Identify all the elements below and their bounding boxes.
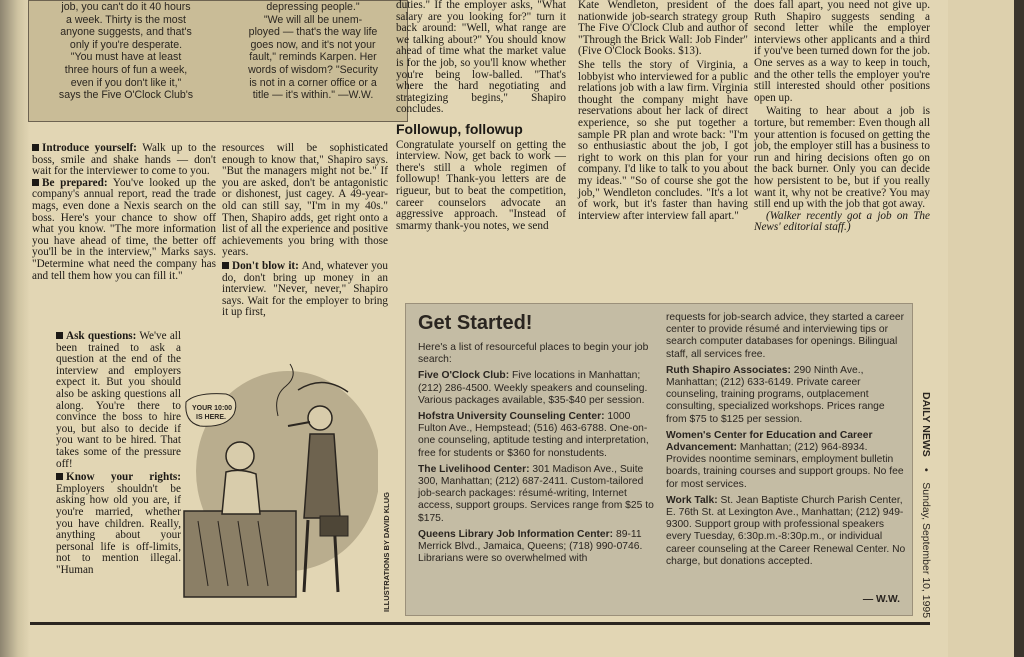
box-left-column — [418, 342, 658, 569]
resource-details: St. Jean Baptiste Church Parish Center, E. 76th St. at Lexington Ave., Manhattan; (212) 949-9300. Support group with professional speakers every Tuesday, 6:30p.m.-8:30p.m., or individual career counseling at the Career Renewal Center. No charge, but donations accepted. — [666, 494, 906, 567]
illustration-credit: ILLUSTRATIONS BY DAVID KLUG — [382, 492, 391, 612]
applicant-head — [308, 406, 332, 430]
resource-name: Queens Library Job Information Center: — [418, 528, 614, 540]
box-signoff: — W.W. — [862, 594, 900, 605]
resource-entry — [666, 495, 906, 568]
page-fold-shadow — [0, 0, 30, 657]
bullet-square-icon — [32, 179, 39, 186]
sidebar-line: a week. Thirty is the most — [66, 13, 186, 26]
tip-heading: Know your rights: — [66, 471, 181, 484]
folio-date: Sunday, September 10, 1995 — [920, 482, 932, 619]
page-margin-strip — [948, 0, 1024, 657]
folio-paper-name: DAILY NEWS — [920, 392, 932, 457]
page-edge — [1014, 0, 1024, 657]
footer-rule — [30, 622, 930, 625]
article-paragraph: duties." If the employer asks, "What salary are you looking for?" turn it back around: "Well, what range are we talking about?" You should know ahead of time what the market value is for the job, so you'll know whether you're being low-balled. "That's where the hard negotiating and strategizing begins," Shapiro concludes. — [396, 0, 566, 116]
resource-name: Hofstra University Counseling Center: — [418, 411, 605, 423]
article-column-5 — [754, 0, 930, 234]
resource-details: 89-11 Merrick Blvd., Jamaica, Queens; (718) 990-0746. Librarians were so overwhelmed with — [418, 528, 643, 565]
resource-details: Five locations in Manhattan; (212) 286-4500. Weekly speakers and counseling. Various packages available, $35-$40 per session. — [418, 370, 648, 406]
tip-heading: Ask questions: — [66, 330, 137, 342]
article-paragraph: Congratulate yourself on getting the interview. Now, get back to work — there's still a whole regimen of followup! Thank-you letters are de rigueur, but to beat the competition, career counselors advocate an aggressive approach. "Instead of smarmy thank-you notes, we send — [396, 138, 566, 232]
receptionist-head — [226, 442, 254, 470]
tip-heading: Don't blow it: — [232, 259, 299, 272]
sidebar-line: ployed — that's the way life — [248, 26, 378, 39]
article-paragraph: resources will be sophisticated enough to know that," Shapiro says. "But the managers might not be." If you are asked, don't be antagonistic or dishonest, just cagey. A 49-year-old can still say, "I'm in my 40s." Then, Shapiro adds, get right onto a list of all the experience and positive achievements you bring with those years. — [222, 142, 388, 259]
tip-text: We've all been trained to ask a question at the end of the interview and employers expect it. But you should also be asking questions all along. You're there to convince the boss to hire you, but also to decide if you want to be hired. That takes some of the pressure off! — [56, 330, 181, 470]
bullet-square-icon — [222, 262, 229, 269]
sidebar-line: goes now, and it's not your — [250, 38, 376, 51]
briefcase — [320, 516, 348, 536]
tip-text: Walk up to the boss, smile and shake hands — don't wait for the interviewer to come to you. — [32, 142, 216, 178]
reception-desk — [184, 511, 296, 597]
resource-entry — [418, 464, 658, 525]
resource-details: 1000 Fulton Ave., Hempstead; (516) 463-6788. One-on-one counseling, aptitude testing and interpretation, free for students or $360 for nonstudents. — [418, 411, 649, 459]
article-column-1-lower — [56, 331, 181, 576]
receptionist-body — [222, 470, 260, 514]
box-intro: Here's a list of resourceful places to begin your job search: — [418, 342, 649, 366]
resource-entry — [418, 529, 658, 566]
article-column-1 — [32, 143, 216, 282]
resource-details: 290 Ninth Ave., Manhattan; (212) 633-6149. Private career counseling, training programs, outplacement consulting, specialized workshops. Prices range from $75 to $125 per session. — [666, 364, 885, 425]
sidebar-line: title — it's within." —W.W. — [252, 89, 374, 102]
sidebar-line: says the Five O'Clock Club's — [58, 89, 194, 102]
applicant-body — [304, 434, 340, 518]
tip-heading: Introduce yourself: — [42, 142, 137, 154]
resource-entry — [666, 430, 906, 491]
article-paragraph: Waiting to hear about a job is torture, but remember: Even though all your attention is focused on getting the job, the employer still has a business to run and hiring decisions often go on the back burner. Only you can decide how persistent to be, but if you really want it, why not be creative? You may still end up with the job that got away. — [754, 105, 930, 211]
tip-text: You've looked up the company's annual report, read the trade mags, even done a Nexis search on the boss. Here's your chance to show off what you know. "The more information you have ahead of time, the better off you'll be in the interview," Marks says. "Determine what need the company has and tell them how you can fill it." — [32, 176, 216, 282]
bullet-square-icon — [32, 144, 39, 151]
article-column-2 — [222, 143, 388, 319]
sidebar-line: three hours of fun a week, — [64, 63, 188, 76]
sidebar-line: fault," reminds Karpen. Her — [249, 51, 377, 64]
get-started-box — [405, 303, 913, 616]
sidebar-line: even if you don't like it," — [70, 76, 182, 89]
resource-details: Manhattan; (212) 964-8934. Provides noontime seminars, employment bulletin boards, training courses and support groups. No fee for most services. — [666, 442, 904, 490]
sidebar-line: anyone suggests, and that's — [60, 26, 192, 39]
folio-separator: • — [920, 467, 932, 472]
tip-text: And, whatever you do, don't bring up money in an interview. "Never, never," Shapiro says. Wait for the employer to bring it up first, — [222, 259, 388, 319]
resource-name: Ruth Shapiro Associates: — [666, 364, 791, 376]
tip-text: Employers shouldn't be asking how old you are, if you're married, whether you have children. Really, anything about your personal life is off-limits, not to mention illegal. "Human — [56, 482, 181, 576]
resource-name: Women's Center for Education and Career Advancement: — [666, 429, 873, 454]
author-credit: (Walker recently got a job on The News' editorial staff.) — [754, 209, 930, 234]
resource-name: Work Talk: — [666, 494, 718, 506]
box-entry-continued: requests for job-search advice, they started a career center to provide résumé and interviewing tips or search computer databases for openings. Bilingual staff, all services free. — [666, 312, 905, 360]
sidebar-col-1 — [35, 1, 217, 102]
sidebar-col-2 — [223, 1, 403, 102]
folio-line — [912, 392, 932, 642]
resource-entry — [418, 370, 658, 407]
resource-entry — [666, 365, 906, 426]
sidebar-line: "You must have at least — [70, 51, 182, 64]
resource-details: 301 Madison Ave., Suite 300, Manhattan; (212) 687-2411. Custom-tailored job-search packages: résumé-writing, Internet access, support groups. Services range from $25 to $175. — [418, 463, 654, 524]
sidebar-line: words of wisdom? "Security — [248, 63, 378, 76]
article-paragraph: does fall apart, you need not give up. Ruth Shapiro suggests sending a second letter while the employer interviews other applicants and a third if you've been turned down for the job. One serves as a way to keep in touch, and the other tells the employer you're still interested should other positions open up. — [754, 0, 930, 104]
section-heading: Followup, followup — [396, 120, 523, 137]
article-paragraph: Kate Wendleton, president of the nationwide job-search strategy group The Five O'Clock Club and author of "Through the Brick Wall: Job Finder" (Five O'Clock Books. $13). — [578, 0, 748, 58]
sidebar-line: job, you can't do it 40 hours — [61, 1, 191, 13]
article-column-4 — [578, 0, 748, 222]
box-right-column — [666, 312, 906, 572]
cartoon-illustration — [178, 356, 378, 612]
sidebar-line: is not in a corner office or a — [249, 76, 377, 89]
speech-bubble-text: YOUR 10:00 IS HERE. — [192, 405, 233, 421]
resource-name: Five O'Clock Club: — [418, 370, 510, 382]
bullet-square-icon — [56, 332, 63, 339]
sidebar-line: only if you're desperate. — [69, 38, 183, 51]
sidebar-box — [28, 0, 408, 122]
sidebar-line: depressing people." — [266, 1, 360, 13]
article-column-3 — [396, 0, 566, 232]
resource-name: The Livelihood Center: — [418, 463, 530, 475]
resource-entry — [418, 411, 658, 460]
tip-heading: Be prepared: — [42, 176, 108, 189]
box-title: Get Started! — [418, 312, 533, 334]
article-paragraph: She tells the story of Virginia, a lobbyist who interviewed for a public relations job with a law firm. Virginia thought the company might have reservations about her lack of direct experience, so she put together a sample PR plan and wrote back: "I'm so enthusiastic about the job, I got right to work on this plan for your company. I'd like to talk to you about my ideas." "So of course she got the job," Wendleton concludes. "It's a lot of work, but it's faster than having interview after interview fall apart." — [578, 58, 748, 222]
sidebar-line: "We will all be unem- — [263, 13, 363, 26]
bullet-square-icon — [56, 473, 63, 480]
